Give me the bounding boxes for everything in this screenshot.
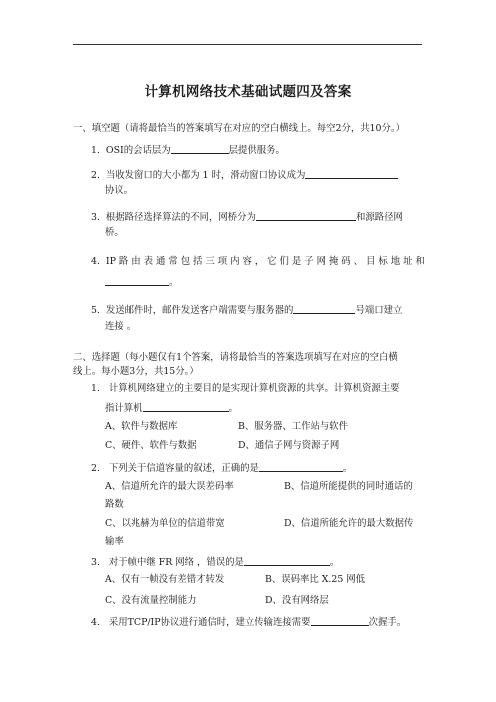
s1-q2 <box>91 168 398 182</box>
s2-q3-blank[interactable] <box>244 555 330 566</box>
s1-q4-text: IP 路 由 表 通 常 包 括 三 项 内 容 ， 它 们 是 子 网 掩 码 、 目 标 地 址 和 <box>105 256 425 267</box>
s1-q4-blank[interactable] <box>105 275 169 286</box>
s1-q1 <box>91 143 285 157</box>
s1-q5-blank[interactable] <box>293 303 355 314</box>
s1-q5-pre: 发送邮件时，邮件发送客户端需要与服务器的 <box>105 305 294 316</box>
s2-q2-pre: 下列关于信道容量的叙述，正确的是 <box>108 463 259 474</box>
s2-q2-option-d-cont: 输率 <box>105 536 124 547</box>
s2-q1-text2-pre: 指计算机 <box>105 403 143 414</box>
s2-q3-post: 。 <box>329 557 340 568</box>
s1-q5-post: 号端口建立 <box>355 305 403 316</box>
s2-q3 <box>91 555 339 569</box>
s2-q3-option-a[interactable]: A、仅有一帧没有差错才转发 <box>105 574 225 585</box>
s1-q2-pre: 当收发窗口的大小都为 1 时，滑动窗口协议成为 <box>105 170 306 181</box>
s2-q1-option-b[interactable]: B、服务器、工作站与软件 <box>238 421 349 432</box>
s1-q3-cont: 桥。 <box>105 227 124 238</box>
s1-q3-pre: 根据路径选择算法的不同，网桥分为 <box>105 212 256 223</box>
section1-heading: 一、填空题（请将最恰当的答案填写在对应的空白横线上。每空2分，共10分。） <box>73 123 405 134</box>
s1-q1-blank[interactable] <box>171 143 229 154</box>
s2-q2-option-b-cont: 路数 <box>105 499 124 510</box>
s2-q2-option-b[interactable]: B、信道所能提供的同时通话的 <box>284 481 413 492</box>
s1-q1-num: 1. <box>91 145 100 156</box>
s2-q2-blank[interactable] <box>259 461 343 472</box>
s2-q1-text2-post: 。 <box>228 403 238 414</box>
s1-q3-num: 3. <box>91 212 100 223</box>
s1-q1-pre: OSI的会话层为 <box>105 145 171 156</box>
section2-heading-line1: 二、选择题（每小题仅有1个答案，请将最恰当的答案选项填写在对应的空白横 <box>73 352 398 363</box>
s1-q3 <box>91 210 403 224</box>
s2-q4-pre: 采用TCP/IP协议进行通信时，建立传输连接需要 <box>108 617 311 628</box>
s2-q2-num: 2. <box>91 463 100 474</box>
s1-q4-cont-post: 。 <box>169 277 179 288</box>
s1-q4-num: 4. <box>91 256 100 267</box>
s2-q3-option-b[interactable]: B、误码率比 X.25 网低 <box>265 574 366 585</box>
section2-heading-line2: 线上。每小题3分，共15分。） <box>73 366 199 377</box>
s2-q1-num: 1. <box>91 383 100 394</box>
s1-q5-num: 5. <box>91 305 100 316</box>
s2-q2-option-c[interactable]: C、以兆赫为单位的信道带宽 <box>105 518 225 529</box>
s2-q3-option-c[interactable]: C、没有流量控制能力 <box>105 595 197 606</box>
page-title: 计算机网络技术基础试题四及答案 <box>144 84 352 100</box>
s1-q4-cont <box>105 275 178 289</box>
s1-q2-cont: 协议。 <box>105 185 134 196</box>
s2-q3-option-d[interactable]: D、没有网络层 <box>265 595 329 606</box>
s1-q5-cont: 连接 。 <box>105 321 137 332</box>
s1-q4 <box>91 256 425 268</box>
s1-q3-blank[interactable] <box>256 210 356 221</box>
s1-q5 <box>91 303 402 317</box>
s2-q4-num: 4. <box>91 617 100 628</box>
s2-q4 <box>91 615 406 629</box>
s2-q1 <box>91 383 400 395</box>
s2-q1-option-a[interactable]: A、软件与数据库 <box>105 421 178 432</box>
s2-q2-option-d[interactable]: D、信道所能允许的最大数据传 <box>284 518 414 529</box>
s2-q2 <box>91 461 352 475</box>
s1-q2-num: 2. <box>91 170 100 181</box>
s2-q1-option-d[interactable]: D、通信子网与资源子网 <box>238 440 340 451</box>
s2-q3-pre: 对于帧中继 FR 网络 ，错误的是 <box>108 557 244 568</box>
s2-q3-num: 3. <box>91 557 100 568</box>
s2-q1-text1: 计算机网络建立的主要目的是实现计算机资源的共享。计算机资源主要 <box>108 383 400 394</box>
s2-q2-post: 。 <box>342 463 353 474</box>
s2-q4-post: 次握手。 <box>368 617 407 628</box>
s2-q1-line2 <box>105 401 238 415</box>
header-rule <box>73 44 422 45</box>
s1-q2-blank[interactable] <box>305 168 398 179</box>
s2-q2-option-a[interactable]: A、信道所允许的最大误差码率 <box>105 481 234 492</box>
s1-q1-post: 层提供服务。 <box>228 145 285 156</box>
s1-q3-post: 和源路径网 <box>355 212 403 223</box>
s2-q4-blank[interactable] <box>311 615 369 626</box>
s2-q1-option-c[interactable]: C、硬件、软件与数据 <box>105 440 197 451</box>
s2-q1-blank[interactable] <box>143 401 229 412</box>
